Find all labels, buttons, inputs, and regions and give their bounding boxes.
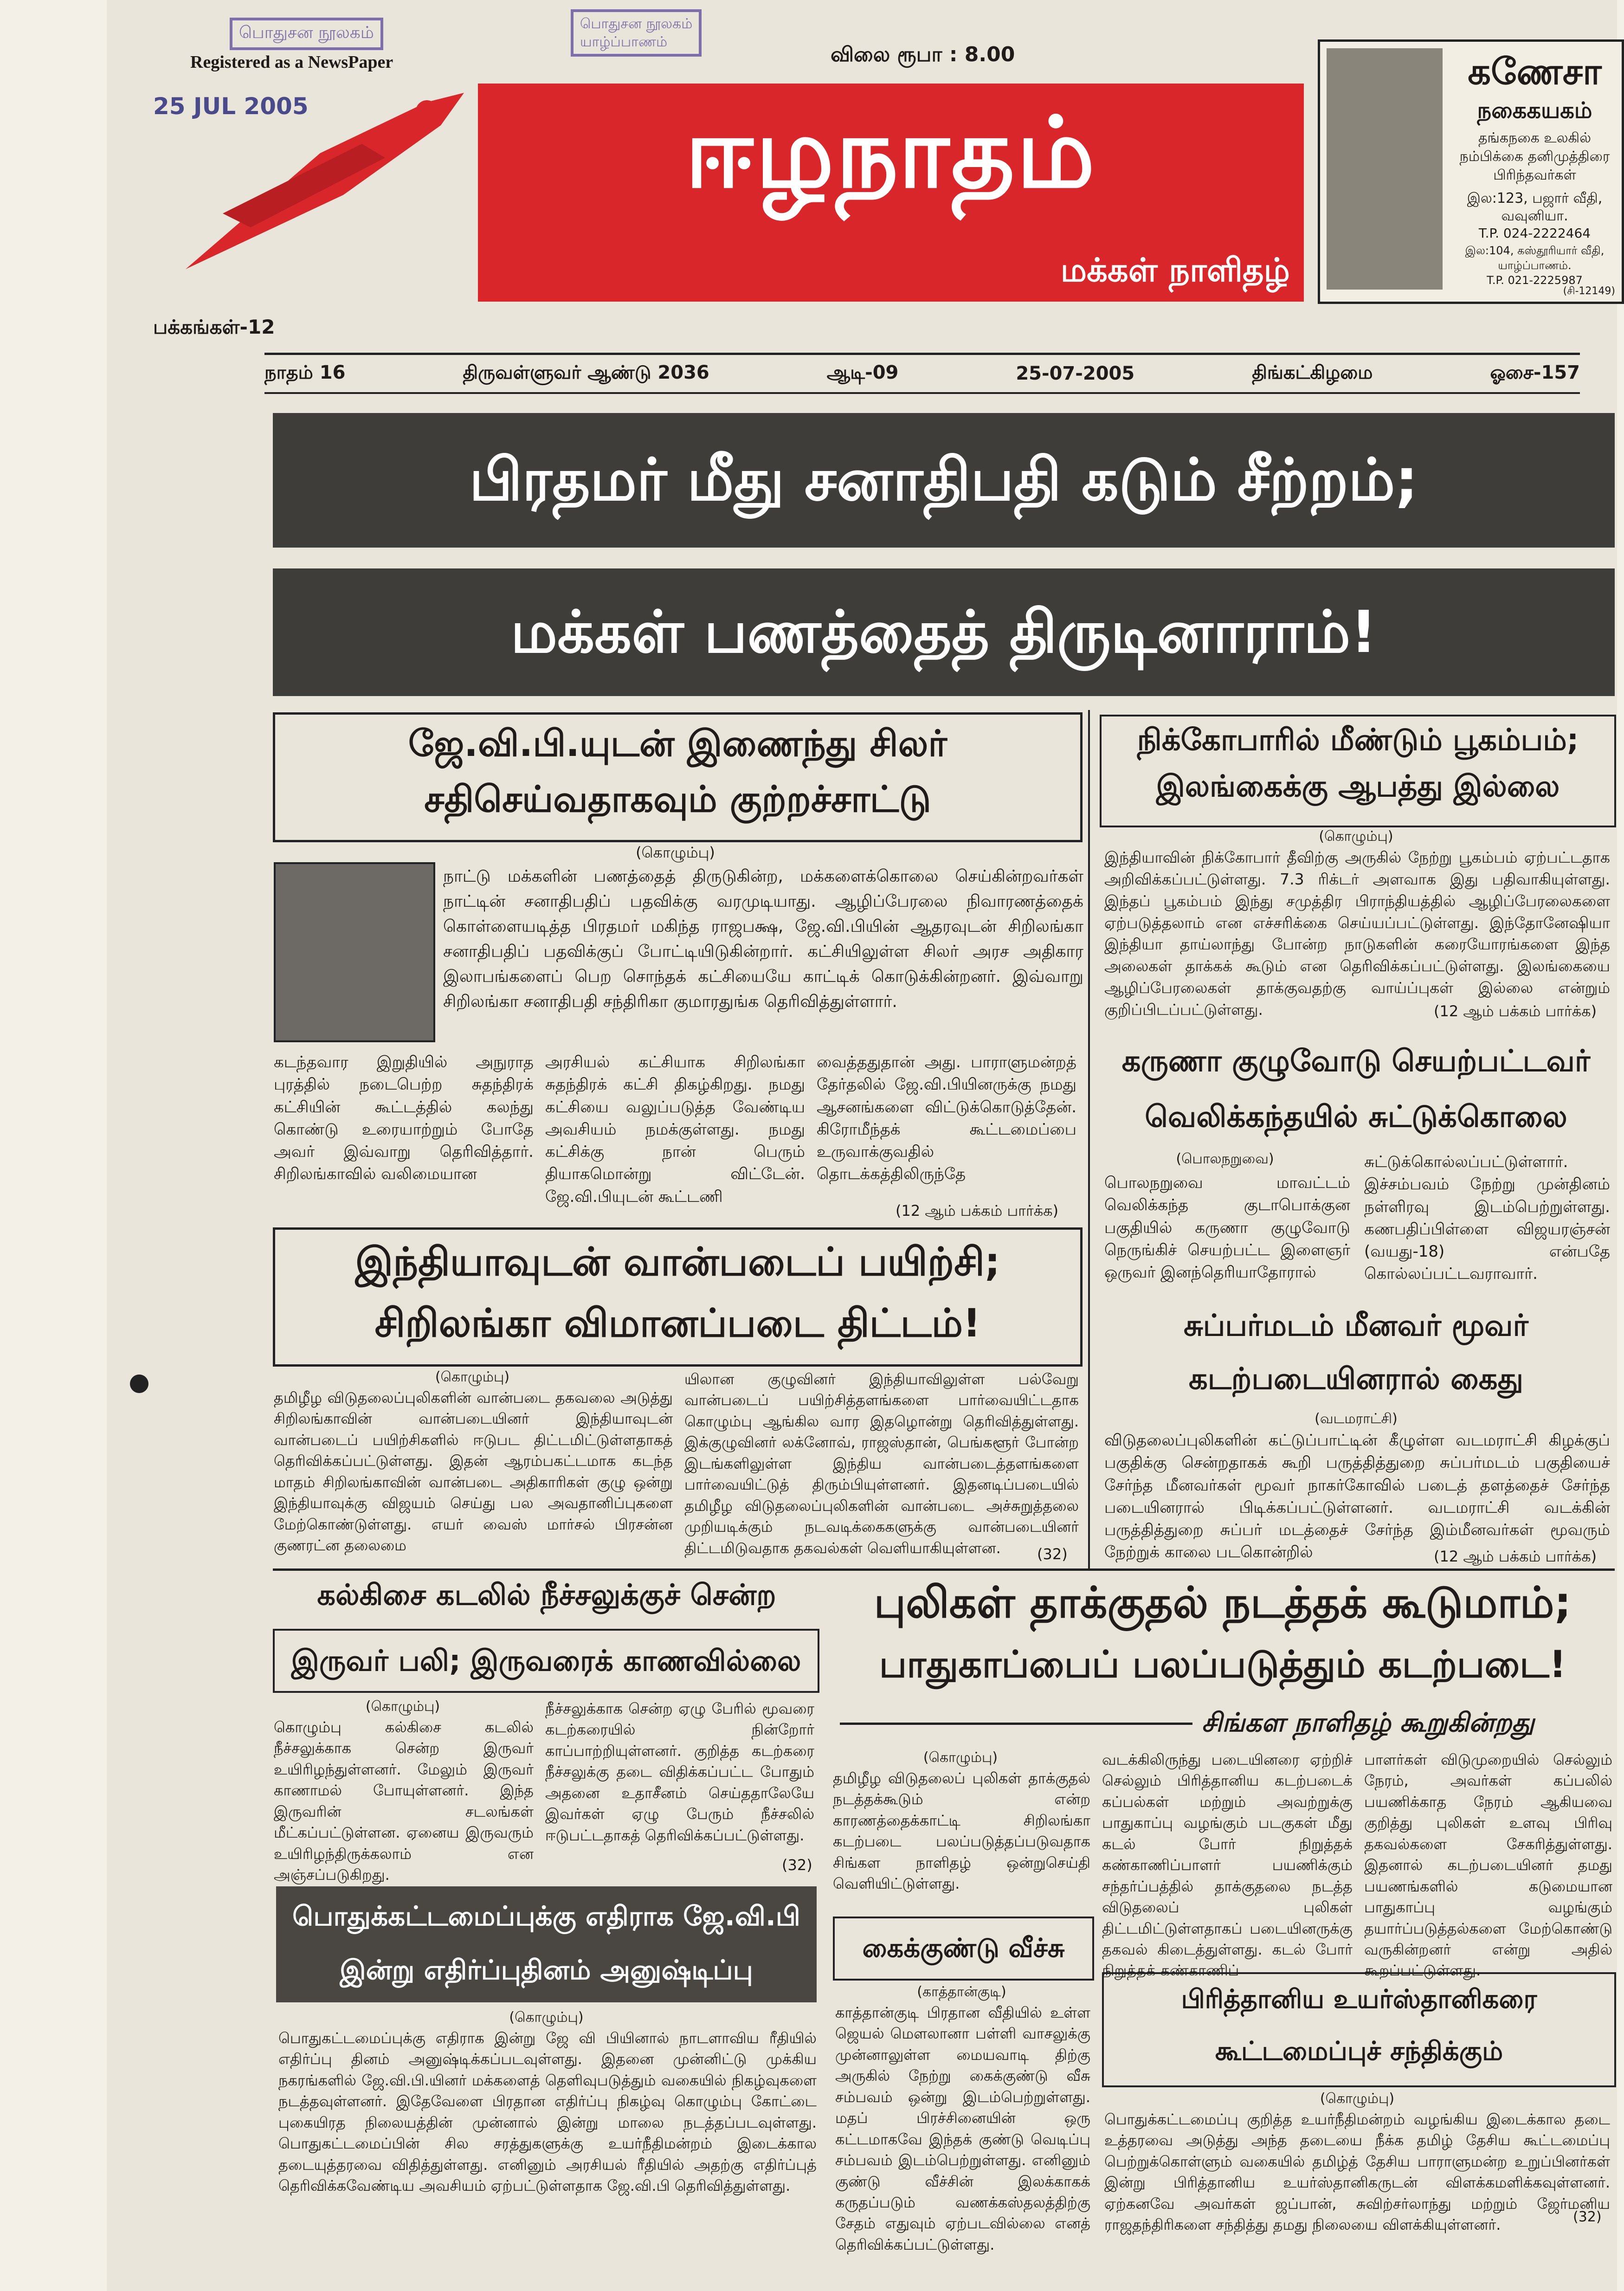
punch-hole: [130, 1375, 148, 1393]
jvp-body: பொதுகட்டமைப்புக்கு எதிராக இன்று ஜே வி பியினால் நாடளாவிய ரீதியில் எதிர்ப்பு தினம் அனுஷ்டிக்கப்படவுள்ளது. இதனை முன்னிட்டு முக்கிய நகரங்களில் ஜே.வி.பி.யினர் மக்களைத் தெளிவுபடுத்தும் வகையில் நிகழ்வுகளை நடத்தவுள்ளனர். இதேவேளை பிரதான எதிர்ப்பு நிகழ்வு கொழும்பு கோட்டை புகையிரத நிலையத்தின் முன்னால் இன்று மாலை நடத்தப்படவுள்ளது. பொதுகட்டமைப்பின் சில சரத்துகளுக்கு உயர்நீதிமன்றம் இடைக்கால தடையுத்தரவை விதித்துள்ளது. எனினும் அரசியல் ரீதியில் அதற்கு எதிர்ப்புத் தெரிவிக்கவேண்டிய அவசியம் ஏற்பட்டுள்ளதாக ஜே.வி.பி தெரிவித்துள்ளது.: [278, 2029, 817, 2195]
swim-col1: கொழும்பு கல்கிசை கடலில் நீச்சலுக்காக சென்ற இருவர் உயிரிழந்துள்ளனர். மேலும் இருவர் காணாமல் போயுள்ளனர். இந்த இருவரின் சடலங்கள் மீட்கப்பட்டுள்ளன. ஏனைய இருவரும் உயிரிழந்திருக்கலாம் என அஞ்சப்படுகிறது.: [274, 1718, 534, 1884]
swim-headline-box: [273, 1629, 819, 1693]
grenade-head: கைக்குண்டு வீச்சு: [862, 1933, 1065, 1963]
lead-col3: வைத்ததுதான் அது. பாராளுமன்றத் தேர்தலில் ஜே.வி.பியினருக்கு நமது ஆசனங்களை விட்டுக்கொடுத்தேன். கிரோமீந்தக் கூட்டமைப்பை உருவாக்குவதில் தொடக்கத்திலிருந்தே: [817, 1053, 1076, 1184]
lead-col2: அரசியல் கட்சியாக சிறிலங்கா சுதந்திரக் கட்சி திகழ்கிறது. நமது கட்சியை வலுப்படுத்த வேண்டிய அவசியம் நமக்குள்ளது. நமது கட்சிக்கு நான் பெரும் தியாகமொன்று விட்டேன். ஜே.வி.பியுடன் கூட்டணி: [545, 1053, 805, 1206]
quake-dateline: (கொழும்பு): [1319, 828, 1393, 845]
library-stamp-2: [571, 9, 702, 57]
airforce-cont: (32): [1037, 1545, 1068, 1563]
tamil-month: ஆடி-09: [826, 361, 899, 383]
main-headline-1: பிரதமர் மீது சனாதிபதி கடும் சீற்றம்;: [273, 413, 1615, 548]
ad-line7: T.P. 024-2222464: [1478, 226, 1591, 241]
page-count: பக்கங்கள்-12: [153, 316, 275, 338]
quake-head2: இலங்கைக்கு ஆபத்து இல்லை: [1156, 769, 1560, 804]
quake-cont: (12 ஆம் பக்கம் பார்க்க): [1434, 1002, 1597, 1020]
issue-osai: ஓசை-157: [1490, 361, 1580, 383]
section-rule: [273, 1568, 1615, 1571]
navy-dateline: (கொழும்பு): [923, 1749, 998, 1766]
ad-line5: இல:123, பஜார் வீதி,: [1467, 190, 1603, 207]
fishermen-cont: (12 ஆம் பக்கம் பார்க்க): [1434, 1548, 1597, 1565]
tamil-year: திருவள்ளுவர் ஆண்டு 2036: [463, 361, 709, 383]
karuna-col2: சுட்டுக்கொல்லப்பட்டுள்ளார். இச்சம்பவம் நேற்று முன்தினம் நள்ளிரவு இடம்பெற்றுள்ளது. கணபதிப்பிள்ளை விஜயரஞ்சன் (வயது-18) என்பதே கொல்லப்பட்டவராவார்.: [1364, 1153, 1610, 1284]
airforce-col2: யிலான குழுவினர் இந்தியாவிலுள்ள பல்வேறு வான்படைப் பயிற்சித்தளங்களை பார்வையிட்டதாக கொழும்பு ஆங்கில வார இதழொன்று தெரிவித்துள்ளது. இக்குழுவினர் லக்னோவ், ராஜஸ்தான், பெங்களூர் போன்ற இடங்களிலுள்ள இந்திய வான்படைத்தளங்களை பார்வையிட்டுத் திரும்பியுள்ளனர். இதனடிப்படையில் தமிழீழ விடுதலைப்புலிகளின் வான்படை அச்சுறுத்தலை முறியடிக்கும் நடவடிக்கைகளுக்கு வான்படையினர் திட்டமிடுவதாக தகவல்கள் வெளியாகியுள்ளன.: [684, 1370, 1079, 1557]
quake-headline-box: [1100, 715, 1616, 827]
british-headline-box: [1102, 1972, 1616, 2087]
british-dateline: (கொழும்பு): [1320, 2091, 1395, 2107]
library-stamp: பொதுசன நூலகம்: [230, 18, 383, 50]
jvp-headline-box: [276, 1886, 817, 2002]
stamp2-line1: பொதுசன நூலகம்: [580, 16, 693, 32]
price-label: விலை ரூபா : 8.00: [831, 43, 1015, 66]
navy-col3: பாளர்கள் விடுமுறையில் செல்லும் நேரம், அவர்கள் கப்பலில் பயணிக்காத நேரம் ஆகியவை குறித்து புலிகள் உளவு பிரிவு தகவல்களை சேகரித்துள்ளது. இதனால் கடற்படையினர் தமது பயணங்களில் கடுமையான பாதுகாப்பு வழங்கும் தயார்ப்படுத்தல்களை மேற்கொண்டு வருகின்றனர் என்று அதில் கூறப்பட்டுள்ளது.: [1364, 1751, 1612, 1980]
ad-line2: தங்கநகை உலகில்: [1478, 130, 1591, 146]
ad-line1: நகைகயகம்: [1477, 97, 1592, 123]
stamp2-line2: யாழ்ப்பாணம்: [580, 34, 668, 50]
ad-code: (சி-12149): [1563, 285, 1615, 297]
newspaper-tagline: மக்கள் நாளிதழ்: [1060, 251, 1290, 289]
lead-headline-box: [273, 712, 1083, 842]
ad-title: கணேசா: [1468, 51, 1602, 93]
airforce-head2: சிறிலங்கா விமானப்படை திட்டம்!: [374, 1300, 981, 1346]
date-stamp: 25 JUL 2005: [153, 93, 309, 120]
ad-line3: நம்பிக்கை தனிமுத்திரை: [1459, 148, 1610, 165]
swim-head2: இருவர் பலி; இருவரைக் காணவில்லை: [291, 1644, 801, 1678]
quake-head1: நிக்கோபாரில் மீண்டும் பூகம்பம்;: [1137, 723, 1579, 757]
ad-line8: இல:104, கஸ்தூரியார் வீதி,: [1465, 244, 1605, 257]
jvp-dateline: (கொழும்பு): [509, 2009, 584, 2026]
karuna-dateline: (பொலநறுவை): [1176, 1151, 1274, 1167]
newspaper-page: [107, 0, 1617, 2291]
ganesha-image: [1327, 48, 1443, 290]
grenade-headline-box: [833, 1917, 1094, 1981]
lead-head1: ஜே.வி.பி.யுடன் இணைந்து சிலர்: [408, 723, 947, 765]
issue-nadham: நாதம் 16: [264, 361, 346, 383]
british-head1: பிரித்தானிய உயர்ஸ்தானிகரை: [1181, 1984, 1537, 2014]
logo-block: [478, 84, 1304, 302]
ad-line4: பிரிந்தவர்கள்: [1493, 167, 1576, 183]
swim-col2: நீச்சலுக்காக சென்ற ஏழு பேரில் மூவரை கடற்கரையில் நின்றோர் காப்பாற்றியுள்ளனர். குறித்த கடற்கரை நீச்சலுக்கு தடை விதிக்கப்பட்ட போதும் அதனை உதாசீனம் செய்ததாலேயே இவர்கள் ஏழு பேரும் நீச்சலில் ஈடுபட்டதாகத் தெரிவிக்கப்பட்டுள்ளது.: [545, 1700, 814, 1844]
quake-body: இந்தியாவின் நிக்கோபார் தீவிற்கு அருகில் நேற்று பூகம்பம் ஏற்பட்டதாக அறிவிக்கப்பட்டுள்ளது. 7.3 ரிக்டர் அளவாக இது பதிவாகியுள்ளது. இந்தப் பூகம்பம் இந்து சமுத்திர பிராந்தியத்தில் ஆழிப்பேரலைகளை ஏற்படுத்தலாம் என எச்சரிக்கை செய்யப்பட்டுள்ளது. இந்தோனேஷியா இந்தியா தாய்லாந்து போன்ற நாடுகளின் கரையோரங்களை இந்த அலைகள் தாக்கக் கூடும் என தெரிவிக்கப்பட்டுள்ளது. இலங்கையை ஆழிப்பேரலைகள் தாக்குவதற்கு வாய்ப்புகள் இல்லை என்றும் குறிப்பிடப்பட்டுள்ளது.: [1104, 848, 1610, 1019]
swim-dateline: (கொழும்பு): [365, 1698, 440, 1715]
jewellery-ad: [1318, 39, 1624, 304]
british-head2: கூட்டமைப்புச் சந்திக்கும்: [1215, 2036, 1503, 2066]
swim-head1: கல்கிசை கடலில் நீச்சலுக்குச் சென்ற: [317, 1578, 776, 1612]
swim-cont: (32): [782, 1856, 812, 1874]
dateline-bar: [264, 353, 1580, 394]
lead-dateline: (கொழும்பு): [636, 844, 715, 861]
british-body: பொதுக்கட்டமைப்பு குறித்த உயர்நீதிமன்றம் வழங்கிய இடைக்கால தடை உத்தரவை அடுத்து அந்த தடையை நீக்க தமிழ் தேசிய கூட்டமைப்பு பெற்றுக்கொள்ளும் வகையில் தமிழ்த் தேசிய பாராளுமன்ற உறுப்பினர்கள் இன்று பிரித்தானிய உயர்ஸ்தானிகருடன் விளக்கமளிக்கவுள்ளனர். ஏற்கனவே அவர்கள் ஜப்பான், சுவிற்சர்லாந்து மற்றும் ஜேர்மனிய ராஜதந்திரிகளை சந்தித்து தமது நிலையை விளக்கியுள்ளனர்.: [1104, 2110, 1610, 2234]
navy-col1: தமிழீழ விடுதலைப் புலிகள் தாக்குதல் நடத்தக்கூடும் என்ற காரணத்தைக்காட்டி சிறிலங்கா கடற்படை பலப்படுத்தப்படுவதாக சிங்கள நாளிதழ் ஒன்றுசெய்தி வெளியிட்டுள்ளது.: [833, 1769, 1090, 1893]
lead-head2: சதிசெய்வதாகவும் குற்றச்சாட்டு: [424, 779, 931, 820]
navy-col2: வடக்கிலிருந்து படையினரை ஏற்றிச் செல்லும் பிரித்தானிய கடற்படைக் கப்பல்கள் மற்றும் அவற்றுக்கு பாதுகாப்பு வழங்கும் படகுகள் மீது கடல் போர் நிறுத்தக் கண்காணிப்பாளர் பயணிக்கும் சந்தர்ப்பத்தில் தாக்குதலை நடத்த விடுதலைப் புலிகள் திட்டமிட்டுள்ளதாகப் படையினருக்கு தகவல் கிடைத்துள்ளது. கடல் போர் நிறுத்தக் கண்காணிப்: [1102, 1751, 1353, 1980]
navy-source: சிங்கள நாளிதழ் கூறுகின்றது: [1202, 1708, 1534, 1738]
registered-label: Registered as a NewsPaper: [190, 52, 393, 72]
fishermen-body: விடுதலைப்புலிகளின் கட்டுப்பாட்டின் கீழுள்ள வடமராட்சி கிழக்குப் பகுதிக்கு சென்றதாகக் கூறி பருத்தித்துறை சுப்பர்மடம் பகுதியைச் சேர்ந்த மீனவர்கள் மூவர் நாகர்கோவில் படைத் தளத்தைச் சேர்ந்த படையினரால் பிடிக்கப்பட்டுள்ளனர். வடமராட்சி வடக்கின் பருத்தித்துறை சுப்பர் மடத்தைச் சேர்ந்த இம்மீனவர்கள் மூவரும் நேற்றுக் காலை படகொன்றில்: [1104, 1431, 1610, 1562]
ad-line6: வவுனியா.: [1501, 208, 1568, 224]
lead-col1: கடந்தவார இறுதியில் அநுராத புரத்தில் நடைபெற்ற சுதந்திரக் கட்சியின் கூட்டத்தில் கலந்து கொண்டு உரையாற்றும் போதே அவர் இவ்வாறு தெரிவித்தார். சிறிலங்காவில் வலிமையான: [274, 1053, 534, 1184]
issue-date: 25-07-2005: [1016, 363, 1135, 384]
fishermen-head2: கடற்படையினரால் கைது: [1188, 1362, 1524, 1396]
airforce-dateline: (கொழும்பு): [435, 1369, 510, 1385]
pen-logo-icon: [167, 74, 483, 288]
karuna-head2: வெலிக்கந்தயில் சுட்டுக்கொலை: [1145, 1100, 1567, 1134]
airforce-head1: இந்தியாவுடன் வான்படைப் பயிற்சி;: [355, 1239, 1000, 1284]
british-cont: (32): [1573, 2209, 1602, 2225]
karuna-col1: பொலநறுவை மாவட்டம் வெலிக்கந்த குடாபொக்குன பகுதியில் கருணா குழுவோடு நெருங்கிச் செயற்பட்ட இளைஞர் ஒருவர் இனந்தெரியாதோரால்: [1104, 1174, 1350, 1282]
jvp-head2: இன்று எதிர்ப்புதினம் அனுஷ்டிப்பு: [340, 1954, 753, 1986]
lead-intro: நாட்டு மக்களின் பணத்தைத் திருடுகின்ற, மக்களைக்கொலை செய்கின்றவர்கள் நாட்டின் சனாதிபதிப் பதவிக்கு வரமுடியாது. ஆழிப்பேரலை நிவாரணத்தைக் கொள்ளையடித்த பிரதமர் மகிந்த ராஜபக்ஷ, ஜே.வி.பியின் ஆதரவுடன் சிறிலங்கா சனாதிபதிப் பதவிக்குப் போட்டியிடுகின்றார். கட்சியிலுள்ள சிலர் அரச அதிகார இலாபங்களைப் பெற சொந்தக் கட்சியையே காட்டிக் கொடுக்கின்றனர். இவ்வாறு சிறிலங்கா சனாதிபதி சந்திரிகா குமாரதுங்க தெரிவித்துள்ளார்.: [443, 867, 1083, 1011]
column-rule: [1088, 710, 1090, 1568]
weekday: திங்கட்கிழமை: [1252, 361, 1373, 383]
grenade-body: காத்தான்குடி பிரதான வீதியில் உள்ள ஜெயல் மௌலானா பள்ளி வாசலுக்கு முன்னாலுள்ள மையவாடி திற்கு அருகில் நேற்று கைக்குண்டு வீசு சம்பவம் ஒன்று இடம்பெற்றுள்ளது. மதப் பிரச்சினையின் ஒரு கட்டமாகவே இந்தக் குண்டு வெடிப்பு சம்பவம் இடம்பெற்றுள்ளது. எனினும் குண்டு வீச்சின் இலக்காகக் கருதப்படும் வணக்கஸ்தலத்திற்கு சேதம் எதுவும் ஏற்படவில்லை எனத் தெரிவிக்கப்பட்டுள்ளது.: [835, 2004, 1090, 2253]
main-headline-2: மக்கள் பணத்தைத் திருடினாராம்!: [273, 568, 1615, 696]
navy-head2: பாதுகாப்பைப் பலப்படுத்தும் கடற்படை!: [879, 1643, 1566, 1686]
karuna-head1: கருணா குழுவோடு செயற்பட்டவர்: [1121, 1044, 1591, 1078]
navy-head1: புலிகள் தாக்குதல் நடத்தக் கூடுமாம்;: [874, 1578, 1572, 1627]
ad-line10: T.P. 021-2225987: [1487, 274, 1583, 287]
airforce-headline-box: [273, 1227, 1083, 1367]
airforce-col1: தமிழீழ விடுதலைப்புலிகளின் வான்படை தகவலை அடுத்து சிறிலங்காவின் வான்படையினர் இந்தியாவுடன் வான்படைப் பயிற்சிகளில் ஈடுபட திட்டமிட்டுள்ளதாகத் தெரிவிக்கப்பட்டுள்ளது. இதன் ஆரம்பகட்டமாக கடந்த மாதம் சிறிலங்காவின் வான்படை அதிகாரிகள் குழு ஒன்று இந்தியாவுக்கு விஜயம் செய்து பல அவதானிப்புகளை மேற்கொண்டுள்ளது. எயர் வைஸ் மார்சல் பிரசன்ன குணரட்ன தலைமை: [274, 1389, 673, 1555]
ad-line9: யாழ்ப்பாணம்.: [1498, 259, 1572, 272]
fishermen-head1: சுப்பர்மடம் மீனவர் மூவர்: [1184, 1309, 1528, 1343]
president-photo: [274, 862, 435, 1042]
jvp-head1: பொதுக்கட்டமைப்புக்கு எதிராக ஜே.வி.பி: [292, 1900, 800, 1932]
newspaper-name: ஈழநாதம்: [685, 96, 1097, 210]
source-rule: [840, 1723, 1192, 1725]
fishermen-dateline: (வடமராட்சி): [1315, 1411, 1398, 1427]
grenade-dateline: (காத்தான்குடி): [917, 1984, 1006, 2000]
lead-cont: (12 ஆம் பக்கம் பார்க்க): [896, 1202, 1059, 1220]
